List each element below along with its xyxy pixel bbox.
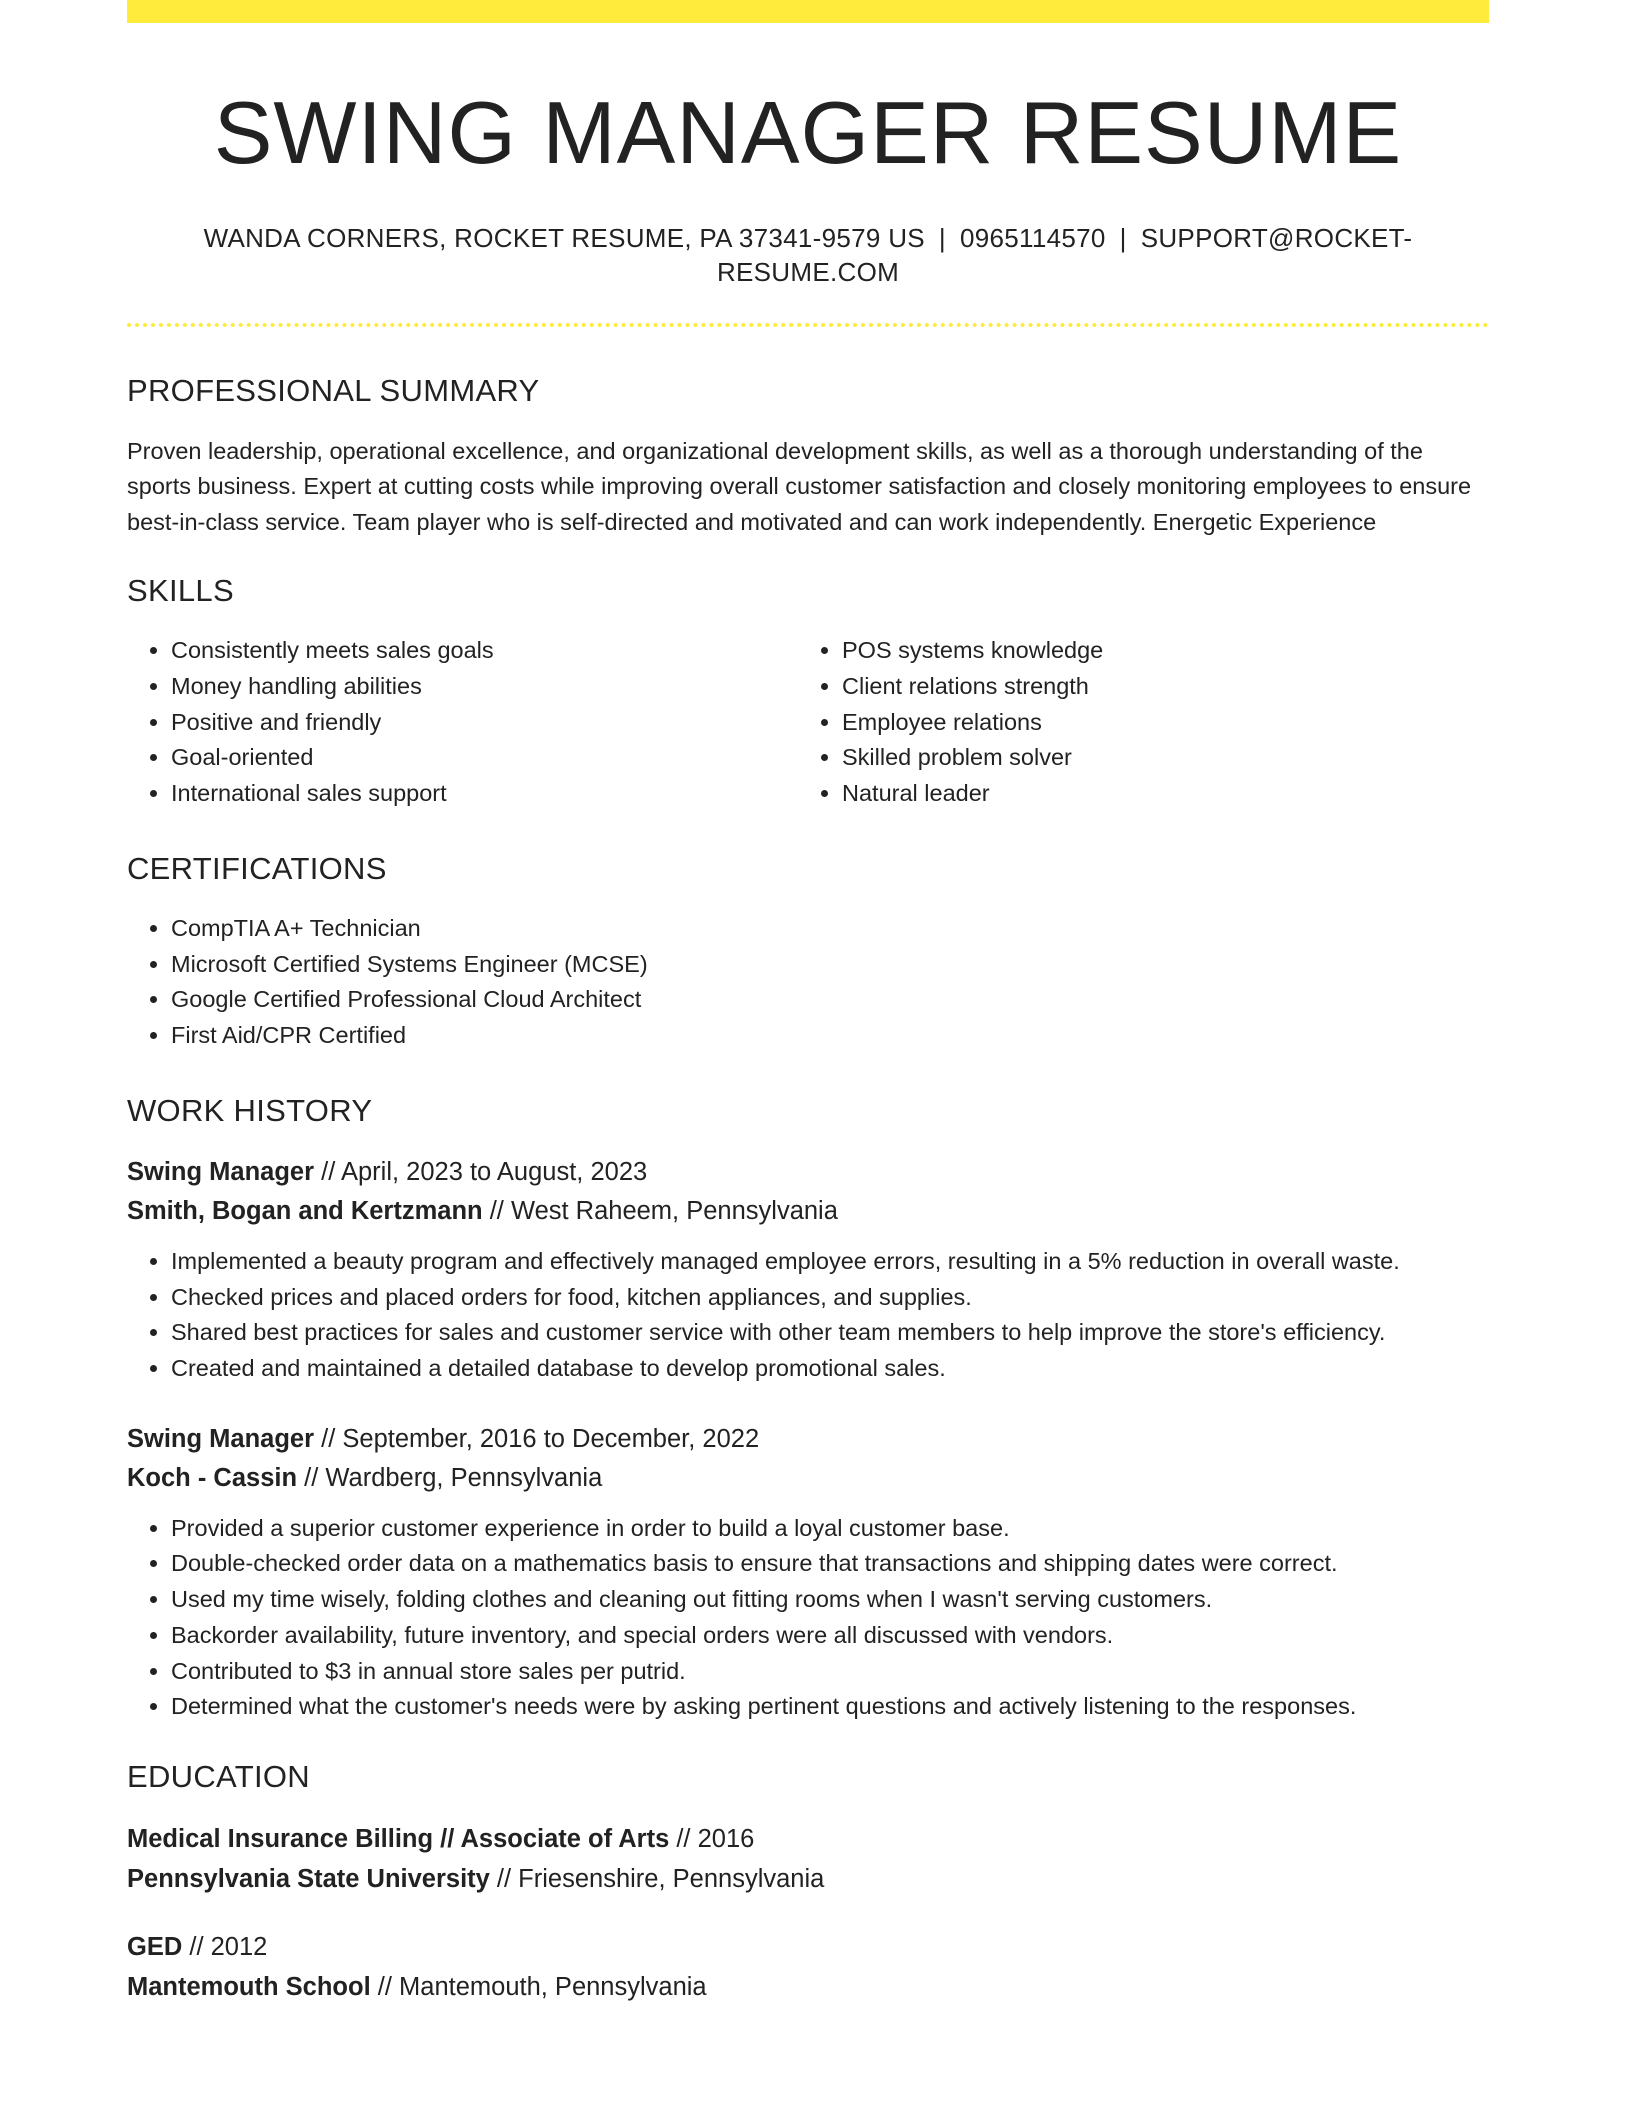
skill-item: • Employee relations (842, 705, 1469, 741)
skill-item: • POS systems knowledge (842, 633, 1469, 669)
education-degree-line (127, 1927, 1489, 1967)
job-location: // West Raheem, Pennsylvania (489, 1196, 838, 1225)
education-location: // Friesenshire, Pennsylvania (496, 1865, 825, 1894)
education-entry (127, 1819, 1489, 1899)
dotted-divider (127, 323, 1489, 327)
job-bullet: • Provided a superior customer experience in order to build a loyal customer base. (171, 1511, 1489, 1547)
job-title: Swing Manager (127, 1424, 315, 1453)
contact-address: WANDA CORNERS, ROCKET RESUME, PA 37341-9579 US (203, 222, 925, 253)
resume-content (127, 23, 1489, 2007)
certification-item: • First Aid/CPR Certified (171, 1018, 1489, 1054)
education-degree: Medical Insurance Billing // Associate of Arts (127, 1825, 670, 1854)
education-school: Mantemouth School (127, 1973, 371, 2002)
contact-line (127, 222, 1489, 290)
skill-item: • Client relations strength (842, 669, 1469, 705)
job-company-line (127, 1459, 1489, 1498)
job-bullet: • Determined what the customer's needs were by asking pertinent questions and actively listening to the responses. (171, 1689, 1489, 1725)
skill-item: • Natural leader (842, 776, 1469, 812)
skills-grid (127, 633, 1489, 812)
job-location: // Wardberg, Pennsylvania (304, 1463, 603, 1492)
education-year: // 2016 (676, 1825, 755, 1854)
education-school: Pennsylvania State University (127, 1865, 490, 1894)
work-history-heading: WORK HISTORY (127, 1092, 373, 1128)
summary-heading: PROFESSIONAL SUMMARY (127, 373, 540, 409)
certification-item: • Microsoft Certified Systems Engineer (MCSE) (171, 947, 1489, 983)
job-dates: // April, 2023 to August, 2023 (321, 1157, 648, 1186)
job-dates: // September, 2016 to December, 2022 (321, 1424, 760, 1453)
certifications-heading: CERTIFICATIONS (127, 850, 387, 886)
job-company: Koch - Cassin (127, 1463, 298, 1492)
skills-heading: SKILLS (127, 573, 234, 609)
skills-list-right (798, 633, 1469, 812)
skill-item: • Consistently meets sales goals (171, 633, 798, 669)
job-bullet: • Created and maintained a detailed database to develop promotional sales. (171, 1351, 1489, 1387)
job-bullet: • Implemented a beauty program and effectively managed employee errors, resulting in a 5% reduction in overall waste. (171, 1244, 1489, 1280)
skill-item: • Positive and friendly (171, 705, 798, 741)
job-bullets (127, 1511, 1489, 1725)
summary-text: Proven leadership, operational excellence, and organizational development skills, as well as a thorough understanding of the sports business. Expert at cutting costs while improving overall customer satisfaction and closely monitoring employees to ensure best-in-class service. Team player who is self-directed and motivated and can work independently. Energetic Experience (127, 437, 1472, 535)
contact-email: SUPPORT@ROCKET-RESUME.COM (716, 222, 1413, 287)
skills-list-left (127, 633, 798, 812)
contact-separator: | (1119, 222, 1127, 253)
contact-phone: 0965114570 (959, 222, 1106, 253)
job-company: Smith, Bogan and Kertzmann (127, 1196, 483, 1225)
skill-item: • Money handling abilities (171, 669, 798, 705)
job-title: Swing Manager (127, 1157, 315, 1186)
job-bullet: • Backorder availability, future inventory, and special orders were all discussed with vendors. (171, 1618, 1489, 1654)
job-bullets (127, 1244, 1489, 1387)
contact-separator: | (938, 222, 946, 253)
education-heading: EDUCATION (127, 1759, 310, 1794)
accent-top-bar (127, 0, 1489, 23)
education-location: // Mantemouth, Pennsylvania (377, 1973, 707, 2002)
education-school-line (127, 1859, 1489, 1899)
job-entry (127, 1420, 1489, 1725)
job-entry (127, 1153, 1489, 1387)
education-degree-line (127, 1819, 1489, 1859)
skill-item: • International sales support (171, 776, 798, 812)
job-title-line (127, 1420, 1489, 1459)
certifications-list (127, 911, 1489, 1054)
job-bullet: • Used my time wisely, folding clothes and cleaning out fitting rooms when I wasn't serving customers. (171, 1582, 1489, 1618)
job-bullet: • Shared best practices for sales and customer service with other team members to help improve the store's efficiency. (171, 1315, 1489, 1351)
job-company-line (127, 1192, 1489, 1231)
education-degree: GED (127, 1933, 183, 1962)
skill-item: • Goal-oriented (171, 740, 798, 776)
certification-item: • CompTIA A+ Technician (171, 911, 1489, 947)
job-title-line (127, 1153, 1489, 1192)
certification-item: • Google Certified Professional Cloud Architect (171, 982, 1489, 1018)
education-entry (127, 1927, 1489, 2007)
skill-item: • Skilled problem solver (842, 740, 1469, 776)
page-title: SWING MANAGER RESUME (213, 83, 1403, 182)
job-bullet: • Double-checked order data on a mathematics basis to ensure that transactions and shipping dates were correct. (171, 1546, 1489, 1582)
job-bullet: • Contributed to $3 in annual store sales per putrid. (171, 1654, 1489, 1690)
education-school-line (127, 1967, 1489, 2007)
education-year: // 2012 (189, 1933, 268, 1962)
job-bullet: • Checked prices and placed orders for food, kitchen appliances, and supplies. (171, 1280, 1489, 1316)
